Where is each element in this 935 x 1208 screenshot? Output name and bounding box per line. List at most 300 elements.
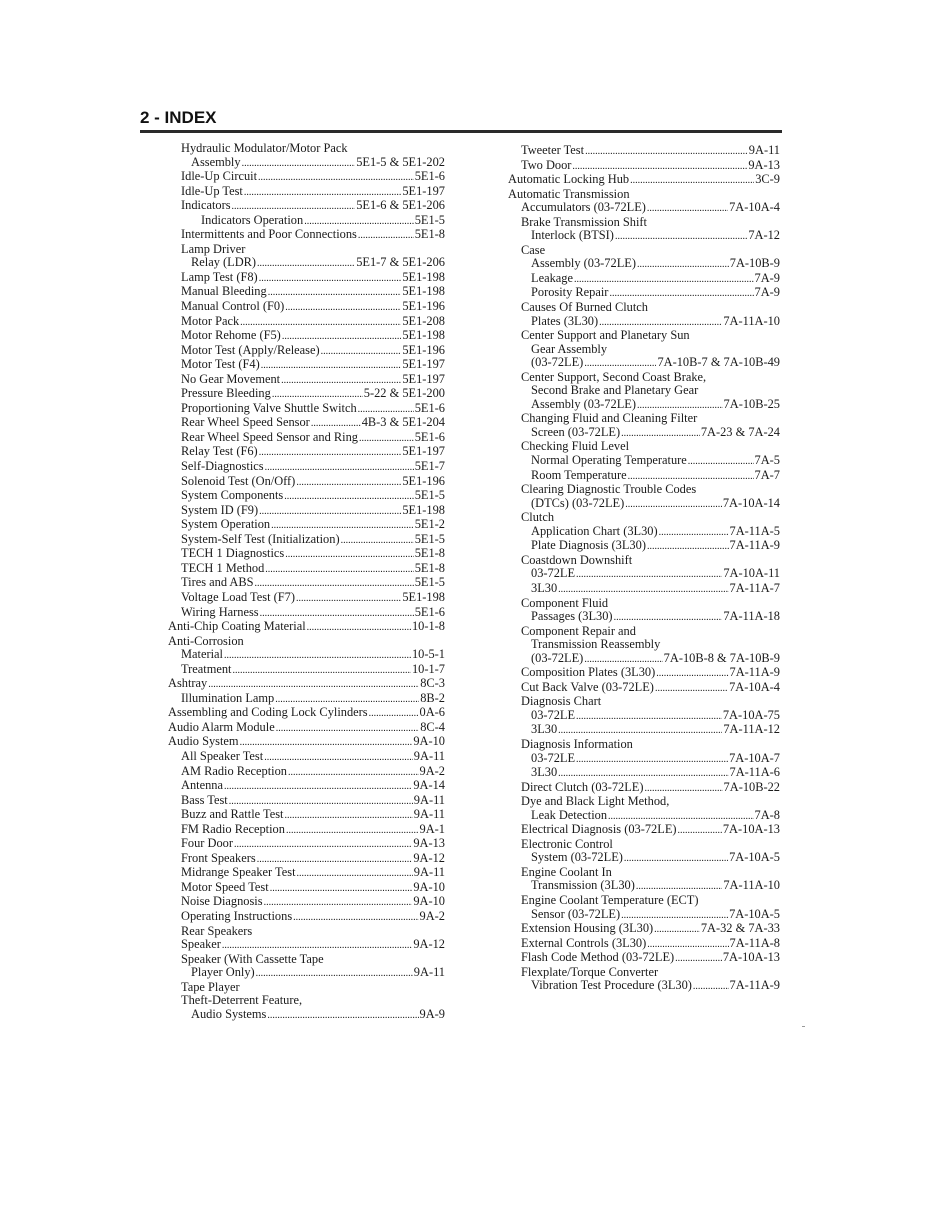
- dot-leader: [264, 750, 413, 765]
- index-entry: [508, 937, 780, 952]
- index-entry: [168, 271, 445, 286]
- index-entry-label: Motor Pack: [181, 313, 240, 328]
- index-entry: [508, 838, 780, 852]
- index-entry-label: Bass Test: [181, 792, 228, 807]
- index-entry-page: 5E1-196: [402, 342, 445, 357]
- index-entry-label: Leakage: [531, 270, 573, 285]
- index-entry: [508, 638, 780, 652]
- index-entry: [168, 808, 445, 823]
- index-entry-page: 5E1-198: [402, 589, 445, 604]
- dot-leader: [624, 851, 728, 866]
- index-entry-label: Assembly (03-72LE): [531, 256, 636, 271]
- dot-leader: [572, 159, 747, 174]
- dot-leader: [265, 562, 413, 577]
- index-entry: [168, 185, 445, 200]
- index-entry-page: 5E1-5: [414, 488, 445, 503]
- index-entry-page: 7A-10A-4: [729, 679, 780, 694]
- dot-leader: [208, 677, 419, 692]
- index-entry: [168, 837, 445, 852]
- index-entry-label: Second Brake and Planetary Gear: [531, 383, 699, 398]
- index-entry-label: Engine Coolant In: [521, 864, 612, 879]
- index-entry-label: Motor Test (F4): [181, 357, 260, 372]
- index-entry: [168, 706, 445, 721]
- index-entry-label: System Operation: [181, 517, 271, 532]
- index-entry-label: Passages (3L30): [531, 609, 613, 624]
- dot-leader: [615, 229, 747, 244]
- index-entry: [168, 692, 445, 707]
- index-entry: [508, 315, 780, 330]
- index-entry-label: Material: [181, 647, 223, 662]
- index-entry-page: 9A-11: [413, 807, 445, 822]
- index-entry: [168, 170, 445, 185]
- index-entry-label: Component Repair and: [521, 623, 636, 638]
- index-entry-page: 7A-10A-5: [729, 906, 780, 921]
- dot-leader: [621, 908, 728, 923]
- index-entry: [168, 358, 445, 373]
- dot-leader: [656, 666, 728, 681]
- dot-leader: [259, 445, 402, 460]
- index-entry-label: 3L30: [531, 765, 558, 780]
- index-entry: [508, 625, 780, 639]
- dot-leader: [608, 809, 754, 824]
- index-entry-page: 7A-10A-14: [722, 495, 780, 510]
- index-entry: [168, 315, 445, 330]
- index-entry: [168, 533, 445, 548]
- index-entry: [508, 752, 780, 767]
- index-entry-label: 3L30: [531, 580, 558, 595]
- index-entry-label: Voltage Load Test (F7): [181, 589, 295, 604]
- index-entry-label: Hydraulic Modulator/Motor Pack: [181, 141, 348, 155]
- index-entry: [168, 677, 445, 692]
- dot-leader: [647, 201, 728, 216]
- index-entry: [508, 597, 780, 611]
- index-entry-label: AM Radio Reception: [181, 763, 287, 778]
- index-entry-label: Screen (03-72LE): [531, 424, 621, 439]
- index-entry-label: 3L30: [531, 722, 558, 737]
- index-entry-label: All Speaker Test: [181, 748, 264, 763]
- index-entry-label: Intermittents and Poor Connections: [181, 227, 357, 242]
- index-entry-label: Assembly (03-72LE): [531, 396, 636, 411]
- index-entry: [508, 398, 780, 413]
- index-entry-page: 7A-11A-5: [729, 523, 780, 538]
- index-entry-label: Flexplate/Torque Converter: [521, 964, 659, 979]
- index-entry-page: 5E1-197: [402, 357, 445, 372]
- index-entry-page: 10-1-7: [411, 661, 445, 676]
- index-entry-label: Diagnosis Chart: [521, 694, 602, 709]
- index-entry-label: Room Temperature: [531, 467, 627, 482]
- index-entry: [508, 582, 780, 597]
- index-entry-label: Gear Assembly: [531, 341, 608, 356]
- index-entry-page: 3C-9: [755, 172, 780, 187]
- index-entry-page: 5E1-6 & 5E1-206: [356, 198, 445, 213]
- index-entry-label: Motor Test (Apply/Release): [181, 342, 320, 357]
- index-entry-page: 7A-12: [748, 228, 780, 243]
- index-entry-page: 4B-3 & 5E1-204: [361, 415, 445, 430]
- index-entry-label: Audio Systems: [191, 1006, 267, 1021]
- dot-leader: [224, 648, 411, 663]
- index-entry-page: 7A-11A-9: [729, 665, 780, 680]
- index-entry-label: TECH 1 Method: [181, 560, 265, 575]
- index-entry: [508, 173, 780, 188]
- index-entry-label: System-Self Test (Initialization): [181, 531, 340, 546]
- index-entry-label: Rear Speakers: [181, 923, 253, 938]
- index-entry-label: Transmission Reassembly: [531, 637, 661, 652]
- index-entry: [508, 356, 780, 371]
- index-entry-label: Two Door: [521, 157, 572, 172]
- dot-leader: [584, 652, 662, 667]
- dot-leader: [584, 356, 656, 371]
- index-entry-page: 9A-11: [413, 792, 445, 807]
- index-entry: [168, 228, 445, 243]
- index-entry: [168, 765, 445, 780]
- index-entry: [508, 329, 780, 343]
- index-entry: [168, 402, 445, 417]
- dot-leader: [647, 937, 728, 952]
- index-entry-label: Direct Clutch (03-72LE): [521, 779, 644, 794]
- dot-leader: [637, 257, 729, 272]
- dot-leader: [275, 692, 419, 707]
- index-entry-label: Clearing Diagnostic Trouble Codes: [521, 482, 697, 497]
- index-entry-label: Coastdown Downshift: [521, 552, 633, 567]
- index-entry-page: 5E1-5: [414, 531, 445, 546]
- index-entry-label: Motor Speed Test: [181, 879, 269, 894]
- index-entry-page: 9A-11: [748, 143, 780, 157]
- index-entry-page: 8C-4: [420, 719, 445, 734]
- index-entry-label: Treatment: [181, 661, 232, 676]
- index-entry: [508, 301, 780, 315]
- index-entry-page: 5E1-6: [414, 169, 445, 184]
- index-entry-label: Manual Bleeding: [181, 284, 267, 299]
- index-entry: [168, 852, 445, 867]
- index-entry-label: Audio Alarm Module: [168, 719, 275, 734]
- index-entry: [508, 201, 780, 216]
- index-entry-label: (03-72LE): [531, 355, 584, 370]
- index-entry-page: 5E1-197: [402, 183, 445, 198]
- index-entry: [508, 216, 780, 230]
- index-entry: [508, 286, 780, 301]
- dot-leader: [267, 1008, 418, 1023]
- dot-leader: [628, 469, 754, 484]
- dot-leader: [271, 518, 414, 533]
- dot-leader: [678, 823, 722, 838]
- index-entry-label: Component Fluid: [521, 595, 609, 610]
- index-entry-page: 7A-7: [754, 467, 780, 482]
- index-entry-page: 7A-10B-25: [723, 396, 780, 411]
- index-entry-label: Speaker (With Cassette Tape: [181, 951, 324, 966]
- index-entry: [168, 387, 445, 402]
- index-entry-page: 5E1-7: [414, 459, 445, 474]
- index-entry-label: Illumination Lamp: [181, 690, 275, 705]
- dot-leader: [272, 387, 363, 402]
- index-entry-page: 9A-10: [413, 879, 445, 894]
- index-entry: [508, 894, 780, 908]
- index-entry-label: Rear Wheel Speed Sensor: [181, 415, 310, 430]
- index-entry: [508, 738, 780, 752]
- index-entry-label: System Components: [181, 488, 284, 503]
- dot-leader: [307, 620, 411, 635]
- dot-leader: [558, 723, 722, 738]
- index-entry-page: 7A-10A-13: [722, 822, 780, 837]
- index-entry: [168, 735, 445, 750]
- index-entry-label: Automatic Transmission: [508, 186, 630, 201]
- dot-leader: [281, 373, 401, 388]
- index-entry-page: 7A-10A-5: [729, 850, 780, 865]
- index-entry: [168, 547, 445, 562]
- index-entry-label: Theft-Deterrent Feature,: [181, 993, 303, 1008]
- dot-leader: [637, 398, 723, 413]
- dot-leader: [359, 431, 414, 446]
- dot-leader: [659, 525, 729, 540]
- dot-leader: [558, 766, 728, 781]
- index-entry-page: 7A-10B-7 & 7A-10B-49: [657, 355, 780, 370]
- dot-leader: [358, 402, 414, 417]
- index-entry: [508, 497, 780, 512]
- index-entry-page: 10-1-8: [411, 619, 445, 634]
- index-entry-page: 5E1-196: [402, 299, 445, 314]
- index-entry: [508, 554, 780, 568]
- dot-leader: [264, 895, 413, 910]
- index-entry-label: Anti-Chip Coating Material: [168, 619, 306, 634]
- index-entry-label: Buzz and Rattle Test: [181, 807, 284, 822]
- index-entry: [508, 244, 780, 258]
- index-entry-label: Composition Plates (3L30): [521, 665, 656, 680]
- index-entry: [168, 925, 445, 939]
- index-entry-page: 9A-2: [419, 908, 445, 923]
- index-entry-label: Four Door: [181, 836, 233, 851]
- index-entry-page: 9A-13: [413, 836, 445, 851]
- dot-leader: [259, 504, 401, 519]
- index-entry: [168, 504, 445, 519]
- index-entry-label: Manual Control (F0): [181, 299, 285, 314]
- index-entry-page: 5E1-196: [402, 473, 445, 488]
- index-entry: [168, 994, 445, 1008]
- index-entry-page: 7A-11A-12: [723, 722, 780, 737]
- dot-leader: [621, 426, 700, 441]
- index-entry: [168, 750, 445, 765]
- page-title: 2 - INDEX: [140, 108, 217, 127]
- index-entry: [508, 866, 780, 880]
- index-entry-label: Wiring Harness: [181, 604, 259, 619]
- index-entry: [168, 648, 445, 663]
- index-entry: [508, 652, 780, 667]
- index-entry-page: 5E1-197: [402, 371, 445, 386]
- index-entry-label: Extension Housing (3L30): [521, 921, 654, 936]
- index-entry-page: 7A-11A-18: [723, 609, 780, 624]
- dot-leader: [688, 454, 754, 469]
- index-entry: [168, 142, 445, 156]
- dot-leader: [630, 173, 754, 188]
- index-entry: [508, 610, 780, 625]
- index-entry-label: System ID (F9): [181, 502, 259, 517]
- index-entry-label: (DTCs) (03-72LE): [531, 495, 625, 510]
- index-entry: [168, 489, 445, 504]
- index-entry: [168, 156, 445, 171]
- index-entry-label: Solenoid Test (On/Off): [181, 473, 296, 488]
- index-entry-label: Ashtray: [168, 676, 208, 691]
- index-entry-page: 7A-10A-4: [729, 200, 780, 215]
- dot-leader: [585, 144, 748, 159]
- index-entry: [508, 539, 780, 554]
- index-entry-page: 5E1-2: [414, 517, 445, 532]
- dot-leader: [258, 170, 414, 185]
- index-entry: [508, 851, 780, 866]
- dot-leader: [259, 271, 402, 286]
- dot-leader: [270, 881, 413, 896]
- index-entry-label: Vibration Test Procedure (3L30): [531, 978, 692, 993]
- index-entry: [168, 460, 445, 475]
- index-entry-page: 5E1-5: [414, 212, 445, 227]
- index-entry-page: 5E1-6: [414, 604, 445, 619]
- index-entry-label: Plates (3L30): [531, 313, 599, 328]
- index-entry-label: Diagnosis Information: [521, 736, 633, 751]
- index-entry-page: 8B-2: [420, 690, 445, 705]
- index-entry: [168, 562, 445, 577]
- index-entry-label: Center Support and Planetary Sun: [521, 328, 690, 343]
- index-entry-label: Audio System: [168, 734, 239, 749]
- dot-leader: [288, 765, 419, 780]
- index-entry: [168, 591, 445, 606]
- dot-leader: [311, 416, 361, 431]
- index-entry-page: 7A-10A-75: [722, 707, 780, 722]
- index-entry-label: Indicators: [181, 198, 231, 213]
- index-entry-label: Rear Wheel Speed Sensor and Ring: [181, 429, 358, 444]
- index-entry: [508, 469, 780, 484]
- index-entry: [168, 953, 445, 967]
- index-entry: [508, 966, 780, 980]
- index-entry-label: Transmission (3L30): [531, 878, 635, 893]
- index-entry-page: 9A-9: [419, 1006, 445, 1021]
- index-entry-label: Lamp Driver: [181, 241, 246, 256]
- index-entry: [508, 723, 780, 738]
- dot-leader: [257, 256, 355, 271]
- index-entry: [168, 895, 445, 910]
- index-entry: [508, 272, 780, 287]
- dot-leader: [261, 358, 402, 373]
- index-entry-page: 9A-14: [413, 778, 445, 793]
- dot-leader: [282, 329, 402, 344]
- index-entry-label: 03-72LE: [531, 566, 576, 581]
- index-entry: [168, 1008, 445, 1023]
- dot-leader: [693, 979, 729, 994]
- index-column-right: [508, 144, 780, 994]
- index-entry-label: Proportioning Valve Shuttle Switch: [181, 400, 357, 415]
- index-entry: [508, 823, 780, 838]
- dot-leader: [284, 489, 413, 504]
- index-entry-label: Accumulators (03-72LE): [521, 200, 646, 215]
- index-entry-label: Indicators Operation: [201, 212, 304, 227]
- dot-leader: [576, 709, 722, 724]
- index-entry-page: 5E1-6: [414, 429, 445, 444]
- index-entry: [508, 229, 780, 244]
- index-entry-page: 7A-8: [754, 807, 780, 822]
- index-entry-label: Speaker: [181, 937, 221, 952]
- index-entry: [508, 979, 780, 994]
- index-entry-label: Assembly: [191, 154, 241, 169]
- index-entry-page: 0A-6: [419, 705, 445, 720]
- index-entry-label: (03-72LE): [531, 650, 584, 665]
- index-entry-page: 7A-11A-9: [729, 978, 780, 993]
- index-entry-label: Plate Diagnosis (3L30): [531, 538, 646, 553]
- index-entry-page: 9A-12: [413, 937, 445, 952]
- index-entry-label: Player Only): [191, 965, 255, 980]
- index-entry-page: 7A-11A-10: [723, 878, 780, 893]
- index-entry-page: 5-22 & 5E1-200: [363, 386, 445, 401]
- index-entry: [508, 766, 780, 781]
- index-entry: [508, 412, 780, 426]
- index-entry: [508, 159, 780, 174]
- index-entry: [508, 922, 780, 937]
- dot-leader: [229, 794, 413, 809]
- index-entry-label: Dye and Black Light Method,: [521, 794, 670, 809]
- index-entry: [508, 511, 780, 525]
- index-entry: [508, 681, 780, 696]
- index-entry-page: 7A-11A-10: [723, 313, 780, 328]
- index-entry: [168, 518, 445, 533]
- dot-leader: [222, 938, 412, 953]
- index-entry-page: 5E1-7 & 5E1-206: [356, 255, 445, 270]
- index-entry: [508, 781, 780, 796]
- index-entry-label: Sensor (03-72LE): [531, 906, 621, 921]
- dot-leader: [257, 852, 413, 867]
- index-entry-page: 5E1-208: [402, 313, 445, 328]
- dot-leader: [293, 910, 418, 925]
- index-entry: [168, 416, 445, 431]
- index-entry-label: Idle-Up Test: [181, 183, 243, 198]
- dot-leader: [614, 610, 723, 625]
- index-entry-label: Cut Back Valve (03-72LE): [521, 679, 654, 694]
- index-entry-label: Anti-Corrosion: [168, 633, 244, 648]
- index-entry-label: Causes Of Burned Clutch: [521, 300, 648, 315]
- index-entry-page: 9A-10: [413, 894, 445, 909]
- dot-leader: [625, 497, 722, 512]
- dot-leader: [244, 185, 401, 200]
- index-entry-page: 7A-11A-6: [729, 765, 780, 780]
- dot-leader: [654, 922, 700, 937]
- index-entry-label: External Controls (3L30): [521, 935, 647, 950]
- index-entry: [168, 823, 445, 838]
- index-entry-label: Lamp Test (F8): [181, 269, 258, 284]
- dot-leader: [369, 706, 419, 721]
- index-entry-page: 7A-11A-7: [729, 580, 780, 595]
- index-entry-page: 10-5-1: [411, 647, 445, 662]
- dot-leader: [240, 735, 413, 750]
- index-entry-page: 5E1-8: [414, 227, 445, 242]
- index-entry-page: 9A-10: [413, 734, 445, 749]
- index-entry-label: Self-Diagnostics: [181, 459, 264, 474]
- dot-leader: [558, 582, 728, 597]
- index-entry-page: 5E1-198: [402, 328, 445, 343]
- index-entry-page: 7A-5: [754, 453, 780, 468]
- index-entry-page: 7A-10A-11: [723, 566, 780, 581]
- index-entry-page: 7A-32 & 7A-33: [700, 921, 780, 936]
- dot-leader: [256, 966, 413, 981]
- dot-leader: [297, 866, 413, 881]
- index-entry: [168, 794, 445, 809]
- scan-mark: [802, 1026, 805, 1027]
- index-entry-label: Tweeter Test: [521, 143, 585, 157]
- index-entry-page: 7A-11A-8: [729, 935, 780, 950]
- index-entry-page: 7A-23 & 7A-24: [700, 424, 780, 439]
- index-entry: [508, 709, 780, 724]
- index-entry-page: 7A-9: [754, 270, 780, 285]
- index-entry: [168, 620, 445, 635]
- index-entry-page: 7A-9: [754, 285, 780, 300]
- dot-leader: [285, 547, 413, 562]
- index-entry-label: Clutch: [521, 510, 555, 525]
- index-entry-label: Case: [521, 242, 546, 257]
- index-entry: [168, 445, 445, 460]
- index-entry-label: Changing Fluid and Cleaning Filter: [521, 411, 698, 426]
